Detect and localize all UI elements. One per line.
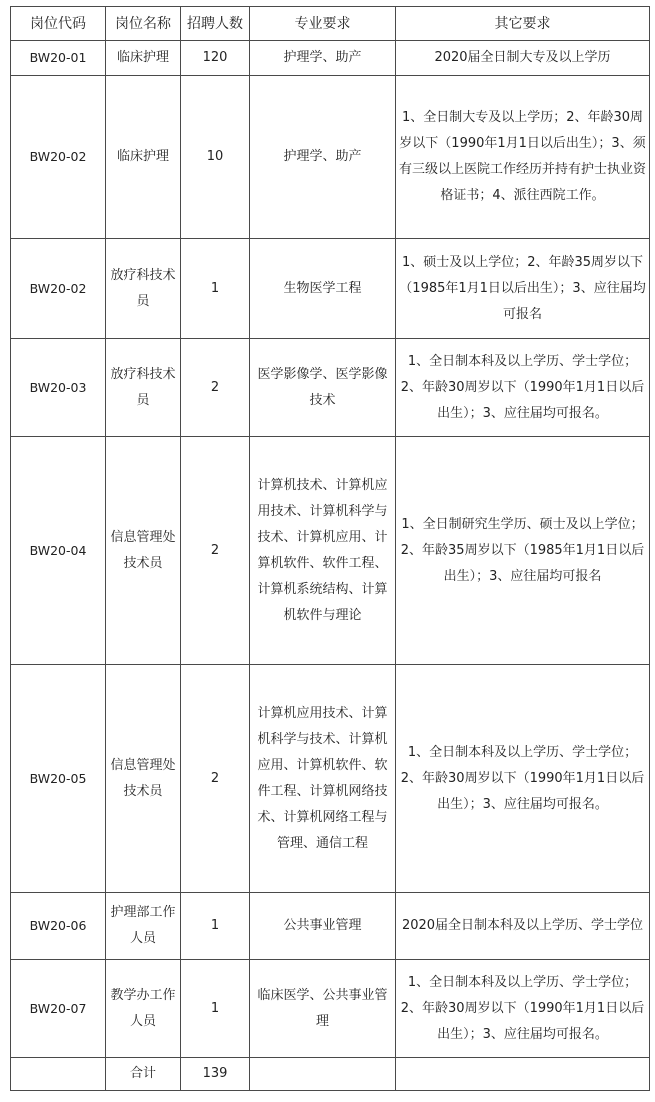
cell-other: 1、全日制研究生学历、硕士及以上学位；2、年龄35周岁以下（1985年1月1日以后出生）；3、应往届均可报名 [396,437,650,665]
cell-code: BW20-06 [11,893,106,960]
cell-name: 信息管理处技术员 [106,665,181,893]
cell-empty [250,1058,396,1091]
cell-empty [396,1058,650,1091]
cell-major: 护理学、助产 [250,41,396,76]
header-other: 其它要求 [396,7,650,41]
cell-count: 120 [181,41,250,76]
cell-name: 护理部工作人员 [106,893,181,960]
cell-count: 10 [181,76,250,239]
total-row [11,1058,650,1091]
table-row [11,437,650,665]
cell-code: BW20-07 [11,960,106,1058]
cell-code: BW20-02 [11,76,106,239]
cell-count: 1 [181,893,250,960]
header-name: 岗位名称 [106,7,181,41]
cell-code: BW20-01 [11,41,106,76]
table-row [11,239,650,339]
header-code: 岗位代码 [11,7,106,41]
table-row [11,339,650,437]
cell-major: 计算机应用技术、计算机科学与技术、计算机应用、计算机软件、软件工程、计算机网络技术、计算机网络工程与管理、通信工程 [250,665,396,893]
cell-empty [11,1058,106,1091]
cell-other: 1、全日制大专及以上学历；2、年龄30周岁以下（1990年1月1日以后出生）；3、须有三级以上医院工作经历并持有护士执业资格证书；4、派往西院工作。 [396,76,650,239]
table-row [11,41,650,76]
cell-name: 放疗科技术员 [106,239,181,339]
cell-code: BW20-03 [11,339,106,437]
cell-count: 1 [181,239,250,339]
cell-other: 1、硕士及以上学位；2、年龄35周岁以下（1985年1月1日以后出生）；3、应往届均可报名 [396,239,650,339]
cell-other: 2020届全日制本科及以上学历、学士学位 [396,893,650,960]
cell-name: 教学办工作人员 [106,960,181,1058]
total-count: 139 [181,1058,250,1091]
cell-major: 计算机技术、计算机应用技术、计算机科学与技术、计算机应用、计算机软件、软件工程、计算机系统结构、计算机软件与理论 [250,437,396,665]
header-row [11,7,650,41]
cell-major: 护理学、助产 [250,76,396,239]
header-major: 专业要求 [250,7,396,41]
table-row [11,665,650,893]
recruitment-table [10,6,650,1091]
cell-code: BW20-05 [11,665,106,893]
cell-major: 生物医学工程 [250,239,396,339]
total-label: 合计 [106,1058,181,1091]
cell-count: 2 [181,339,250,437]
cell-name: 信息管理处技术员 [106,437,181,665]
cell-count: 1 [181,960,250,1058]
cell-other: 1、全日制本科及以上学历、学士学位；2、年龄30周岁以下（1990年1月1日以后出生）；3、应往届均可报名。 [396,665,650,893]
cell-name: 临床护理 [106,76,181,239]
cell-count: 2 [181,437,250,665]
table-row [11,76,650,239]
cell-major: 临床医学、公共事业管理 [250,960,396,1058]
cell-other: 1、全日制本科及以上学历、学士学位；2、年龄30周岁以下（1990年1月1日以后出生）；3、应往届均可报名。 [396,339,650,437]
cell-major: 医学影像学、医学影像技术 [250,339,396,437]
cell-other: 1、全日制本科及以上学历、学士学位；2、年龄30周岁以下（1990年1月1日以后出生）；3、应往届均可报名。 [396,960,650,1058]
cell-major: 公共事业管理 [250,893,396,960]
cell-name: 临床护理 [106,41,181,76]
cell-code: BW20-04 [11,437,106,665]
cell-name: 放疗科技术员 [106,339,181,437]
cell-code: BW20-02 [11,239,106,339]
header-count: 招聘人数 [181,7,250,41]
cell-count: 2 [181,665,250,893]
cell-other: 2020届全日制大专及以上学历 [396,41,650,76]
table-row [11,893,650,960]
table-row [11,960,650,1058]
